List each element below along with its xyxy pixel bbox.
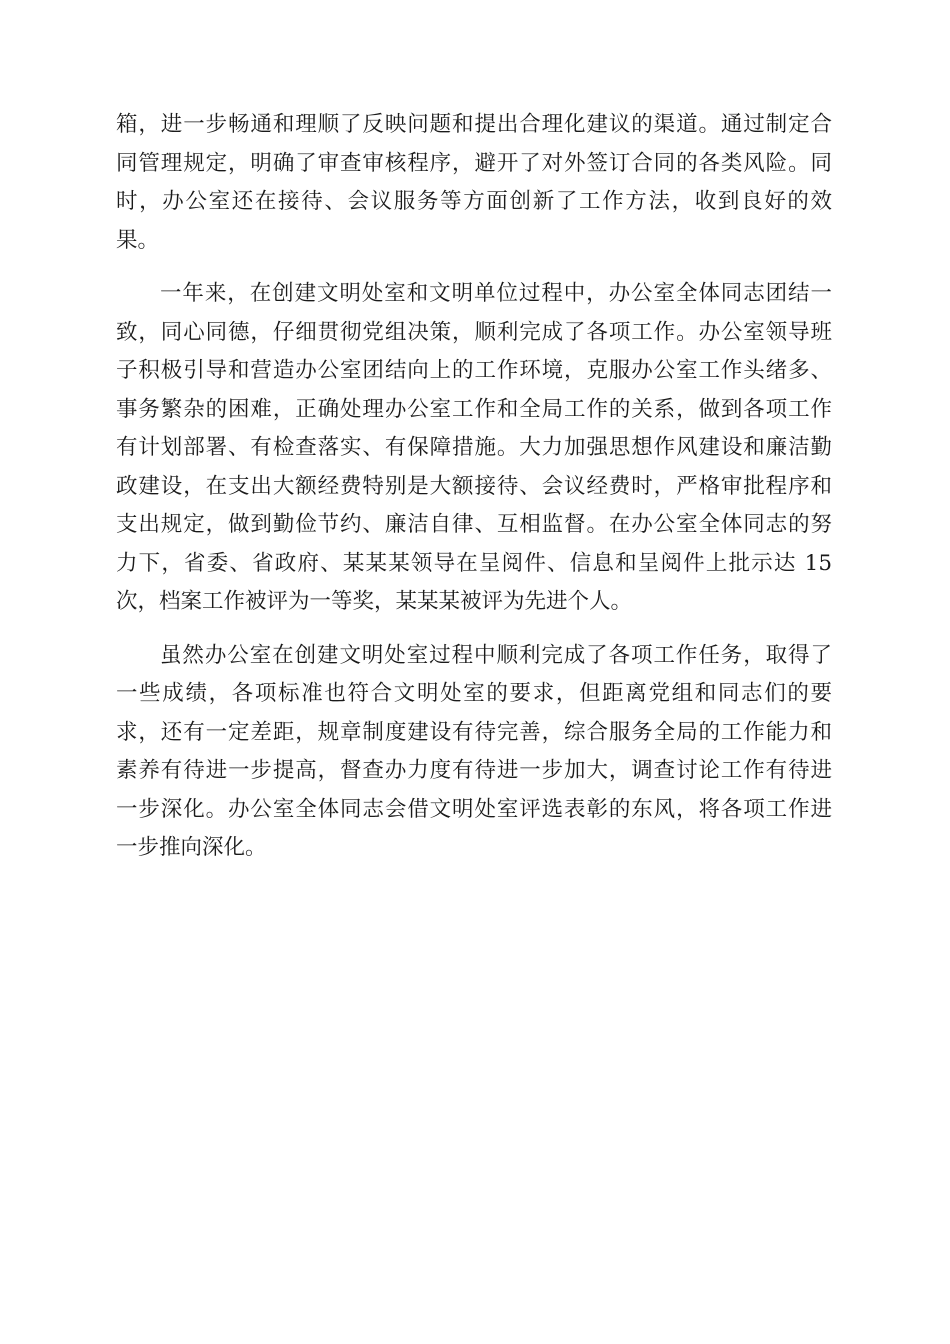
paragraph-line: 一些成绩，各项标准也符合文明处室的要求，但距离党组和同志们的要 [116,681,832,706]
paragraph-line: 果。 [116,227,160,253]
paragraph-line: 支出规定，做到勤俭节约、廉洁自律、互相监督。在办公室全体同志的努 [116,512,832,537]
paragraph-line: 有计划部署、有检查落实、有保障措施。大力加强思想作风建设和廉洁勤 [116,435,832,460]
paragraph-line: 一步深化。办公室全体同志会借文明处室评选表彰的东风，将各项工作进 [116,796,832,822]
paragraph-line: 虽然办公室在创建文明处室过程中顺利完成了各项工作任务，取得了 [160,642,832,668]
paragraph-line: 政建设，在支出大额经费特别是大额接待、会议经费时，严格审批程序和 [116,473,832,499]
paragraph-line: 求，还有一定差距，规章制度建设有待完善，综合服务全局的工作能力和 [116,719,832,745]
paragraph-line: 同管理规定，明确了审查审核程序，避开了对外签订合同的各类风险。同 [116,150,832,176]
paragraph-1 [116,106,832,260]
paragraph-line: 箱，进一步畅通和理顺了反映问题和提出合理化建议的渠道。通过制定合 [116,112,832,137]
paragraph-line: 时，办公室还在接待、会议服务等方面创新了工作方法，收到良好的效 [116,189,832,214]
paragraph-line: 力下，省委、省政府、某某某领导在呈阅件、信息和呈阅件上批示达 15 [116,550,832,576]
document-body [116,106,832,868]
paragraph-line: 事务繁杂的困难，正确处理办公室工作和全局工作的关系，做到各项工作 [116,396,832,422]
paragraph-line: 一年来，在创建文明处室和文明单位过程中，办公室全体同志团结一 [160,281,832,306]
paragraph-line: 次，档案工作被评为一等奖，某某某被评为先进个人。 [116,589,633,614]
paragraph-2 [116,275,832,622]
paragraph-line: 子积极引导和营造办公室团结向上的工作环境，克服办公室工作头绪多、 [116,358,832,383]
paragraph-line: 一步推向深化。 [116,835,267,860]
paragraph-line: 素养有待进一步提高，督查办力度有待进一步加大，调查讨论工作有待进 [116,758,832,783]
paragraph-line: 致，同心同德，仔细贯彻党组决策，顺利完成了各项工作。办公室领导班 [116,319,832,345]
paragraph-3 [116,637,832,868]
